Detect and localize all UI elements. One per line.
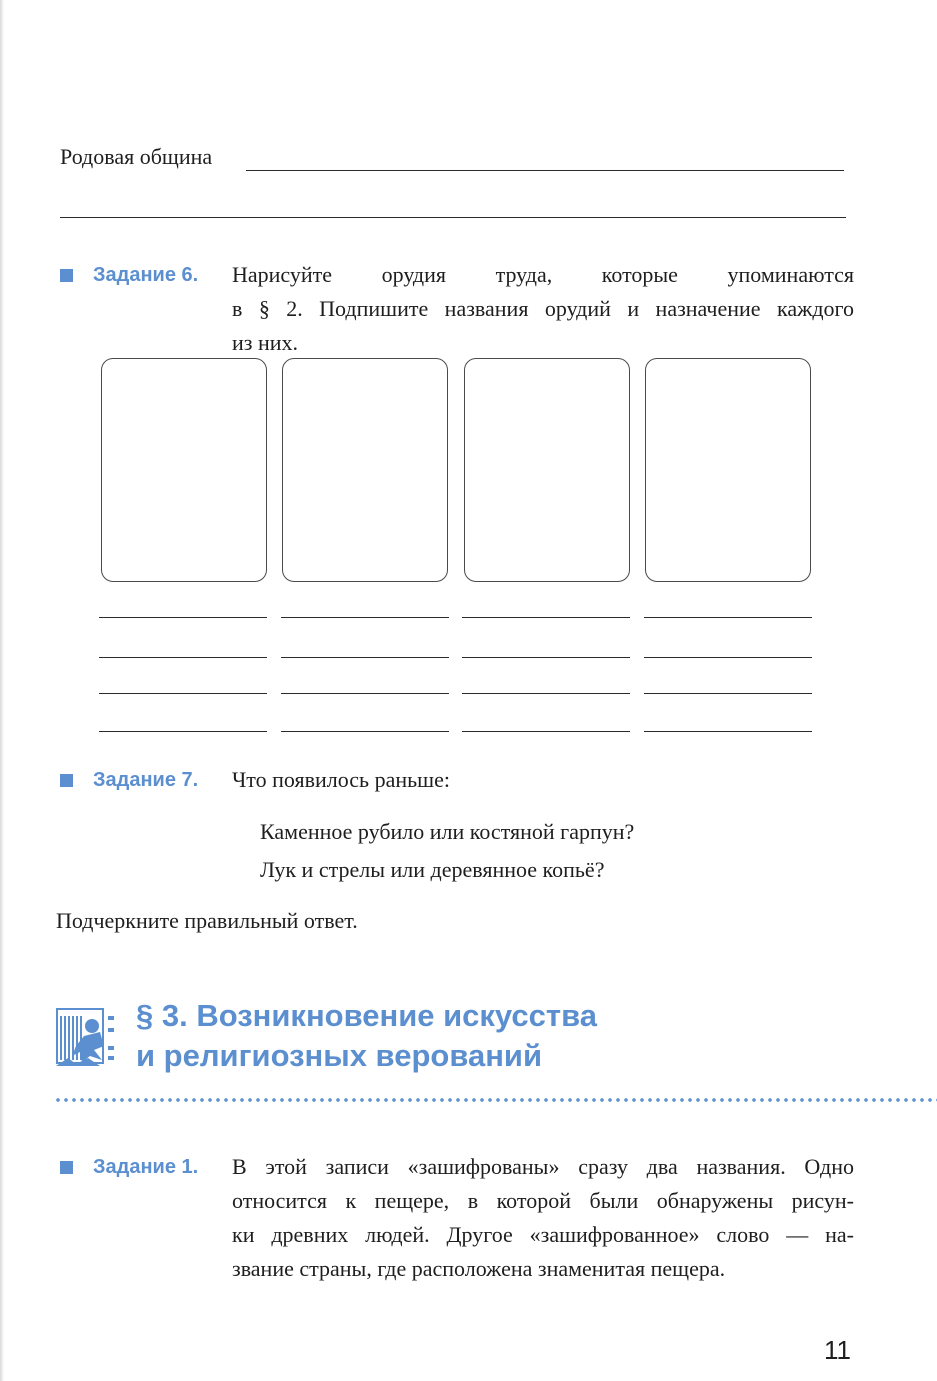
task-6-line: Нарисуйте орудия труда, которые упоминаются xyxy=(232,262,854,287)
caption-line[interactable] xyxy=(99,617,267,618)
task-1-text xyxy=(232,1150,854,1286)
task-1-label: Задание 1. xyxy=(93,1156,199,1178)
drawing-box-1[interactable] xyxy=(101,358,267,582)
task-7-label: Задание 7. xyxy=(93,769,199,791)
caption-line[interactable] xyxy=(644,693,812,694)
task-7-option[interactable]: Лук и стрелы или деревянное копьё? xyxy=(260,857,605,882)
bullet-square-icon xyxy=(60,1161,73,1174)
caption-line[interactable] xyxy=(462,731,630,732)
caption-line[interactable] xyxy=(99,693,267,694)
caption-line[interactable] xyxy=(281,657,449,658)
page-number: 11 xyxy=(824,1335,851,1365)
bullet-square-icon xyxy=(60,269,73,282)
cave-painting-icon xyxy=(54,1006,118,1075)
task-1-header xyxy=(60,1156,232,1179)
section-title xyxy=(136,996,597,1076)
section-title-line-2: и религиозных верований xyxy=(136,1038,543,1073)
drawing-box-4[interactable] xyxy=(645,358,811,582)
page-edge-shadow xyxy=(0,0,4,1381)
task-1-line: звание страны, где расположена знаменитая пещера. xyxy=(232,1256,726,1281)
task-1-line: относится к пещере, в которой были обнаружены рисун- xyxy=(232,1188,854,1213)
task-1-line: В этой записи «зашифрованы» сразу два названия. Одно xyxy=(232,1154,854,1179)
caption-line[interactable] xyxy=(462,617,630,618)
caption-line[interactable] xyxy=(281,731,449,732)
task-7-header xyxy=(60,769,232,792)
task-6-text xyxy=(232,258,854,360)
task-7 xyxy=(60,763,854,797)
task-6 xyxy=(60,258,854,360)
caption-line[interactable] xyxy=(462,657,630,658)
task-6-label: Задание 6. xyxy=(93,264,199,286)
task-7-question: Что появилось раньше: xyxy=(232,767,450,792)
caption-line[interactable] xyxy=(644,657,812,658)
caption-line[interactable] xyxy=(99,731,267,732)
community-label: Родовая община xyxy=(60,144,213,169)
caption-line[interactable] xyxy=(99,657,267,658)
task-1 xyxy=(60,1150,854,1286)
caption-line[interactable] xyxy=(281,693,449,694)
task-6-line: из них. xyxy=(232,330,299,355)
task-7-options xyxy=(260,813,634,889)
task-7-instruction: Подчеркните правильный ответ. xyxy=(56,908,358,933)
bullet-square-icon xyxy=(60,774,73,787)
caption-line[interactable] xyxy=(462,693,630,694)
dotted-divider xyxy=(54,1097,937,1103)
drawing-box-3[interactable] xyxy=(464,358,630,582)
caption-line[interactable] xyxy=(644,617,812,618)
section-title-line-1: § 3. Возникновение искусства xyxy=(136,998,597,1033)
task-1-line: ки древних людей. Другое «зашифрованное» слово — на- xyxy=(232,1222,854,1247)
caption-line[interactable] xyxy=(281,617,449,618)
task-6-header xyxy=(60,264,232,287)
drawing-box-2[interactable] xyxy=(282,358,448,582)
caption-line[interactable] xyxy=(644,731,812,732)
task-7-option[interactable]: Каменное рубило или костяной гарпун? xyxy=(260,819,635,844)
task-6-line: в § 2. Подпишите названия орудий и назначение каждого xyxy=(232,296,854,321)
community-answer-line-1[interactable] xyxy=(246,170,844,171)
community-answer-line-2[interactable] xyxy=(60,217,846,218)
